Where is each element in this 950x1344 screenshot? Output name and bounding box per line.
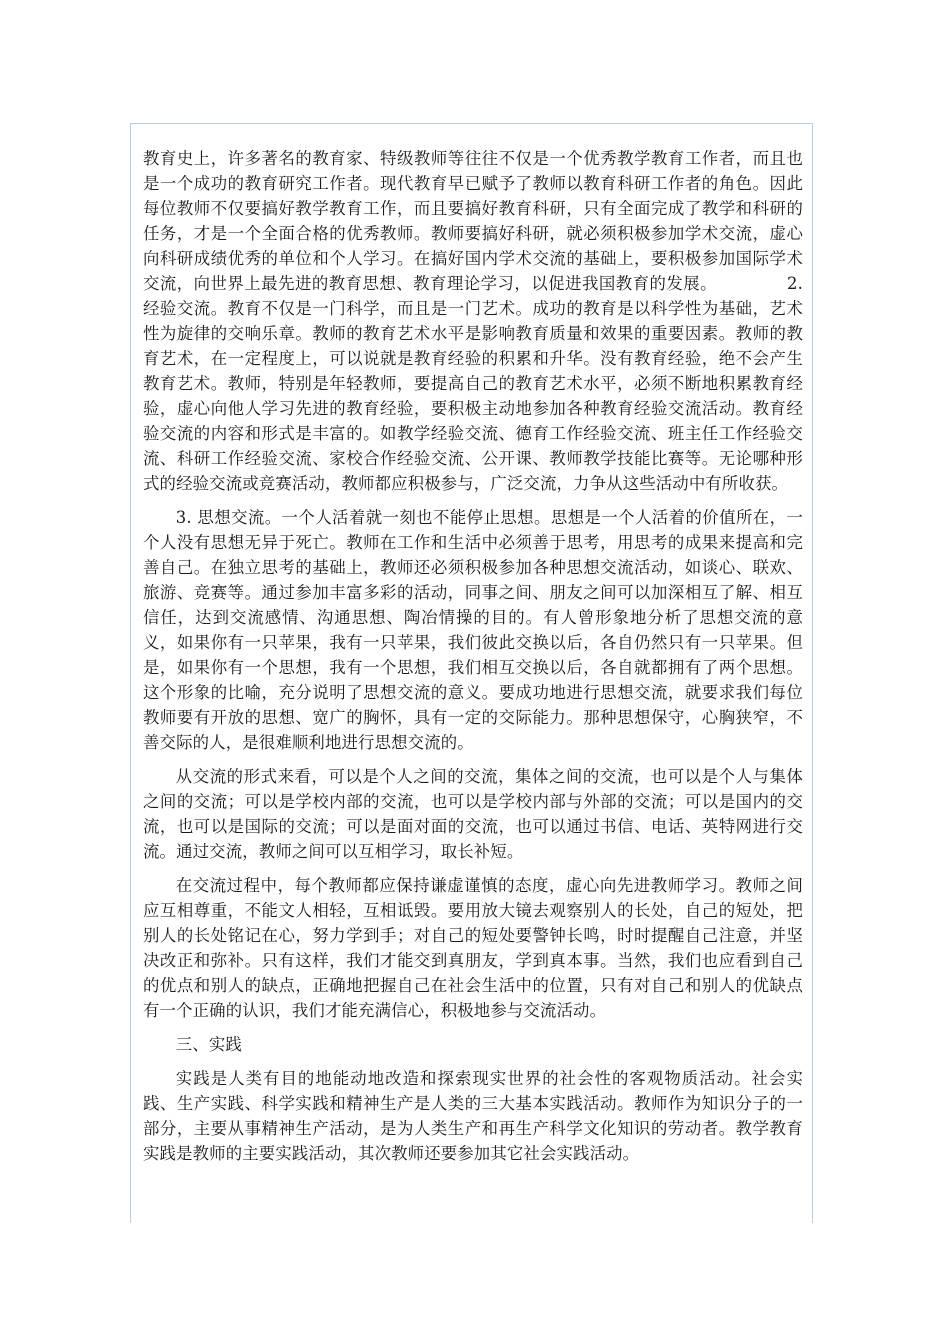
paragraph-practice: 实践是人类有目的地能动地改造和探索现实世界的社会性的客观物质活动。社会实践、生产实践、科学实践和精神生产是人类的三大基本实践活动。教师作为知识分子的一部分，主要从事精神生产活动，是为人类生产和再生产科学文化知识的劳动者。教学教育实践是教师的主要实践活动，其次教师还要参加其它社会实践活动。	[143, 1069, 803, 1163]
paragraph-exchange-attitude: 在交流过程中，每个教师都应保持谦虚谨慎的态度，虚心向先进教师学习。教师之间应互相尊重，不能文人相轻，互相诋毁。要用放大镜去观察别人的长处，自己的短处，把别人的长处铭记在心，努力学到手；对自己的短处要警钟长鸣，时时提醒自己注意，并坚决改正和弥补。只有这样，我们才能交到真朋友，学到真本事。当然，我们也应看到自己的优点和别人的缺点，正确地把握自己在社会生活中的位置，只有对自己和别人的优缺点有一个正确的认识，我们才能充满信心，积极地参与交流活动。	[143, 876, 803, 1020]
document-body	[143, 146, 803, 1166]
paragraph-academic-exchange-text: 教育史上，许多著名的教育家、特级教师等往往不仅是一个优秀教学教育工作者，而且也是一个成功的教育研究工作者。现代教育早已赋予了教师以教育科研工作者的角色。因此每位教师不仅要搞好教学教育工作，而且要搞好教育科研，只有全面完成了教学和科研的任务，才是一个全面合格的优秀教师。教师要搞好科研，就必须积极参加学术交流，虚心向科研成绩优秀的单位和个人学习。在搞好国内学术交流的基础上，要积极参加国际学术交流，向世界上最先进的教育思想、教育理论学习，以促进我国教育的发展。	[143, 149, 803, 293]
section-title-practice: 三、实践	[175, 1035, 242, 1054]
paragraph-experience-exchange-text: 2.经验交流。教育不仅是一门科学，而且是一门艺术。成功的教育是以科学性为基础，艺术性为旋律的交响乐章。教师的教育艺术水平是影响教育质量和效果的重要因素。教师的教育艺术，在一定程度上，可以说就是教育经验的积累和升华。没有教育经验，绝不会产生教育艺术。教师，特别是年轻教师，要提高自己的教育艺术水平，必须不断地积累教育经验，虚心向他人学习先进的教育经验，要积极主动地参加各种教育经验交流活动。教育经验交流的内容和形式是丰富的。如教学经验交流、德育工作经验交流、班主任工作经验交流、科研工作经验交流、家校合作经验交流、公开课、教师教学技能比赛等。无论哪种形式的经验交流或竞赛活动，教师都应积极参与，广泛交流，力争从这些活动中有所收获。	[143, 274, 803, 493]
paragraph-thought-exchange: 3. 思想交流。一个人活着就一刻也不能停止思想。思想是一个人活着的价值所在，一个人没有思想无异于死亡。教师在工作和生活中必须善于思考，用思考的成果来提高和完善自己。在独立思考的基础上，教师还必须积极参加各种思想交流活动，如谈心、联欢、旅游、竞赛等。通过参加丰富多彩的活动，同事之间、朋友之间可以加深相互了解、相互信任，达到交流感情、沟通思想、陶冶情操的目的。有人曾形象地分析了思想交流的意义，如果你有一只苹果，我有一只苹果，我们彼此交换以后，各自仍然只有一只苹果。但是，如果你有一个思想，我有一个思想，我们相互交换以后，各自就都拥有了两个思想。这个形象的比喻，充分说明了思想交流的意义。要成功地进行思想交流，就要求我们每位教师要有开放的思想、宽广的胸怀，具有一定的交际能力。那种思想保守，心胸狭窄，不善交际的人，是很难顺利地进行思想交流的。	[143, 508, 803, 752]
paragraph-academic-exchange	[143, 146, 803, 496]
paragraph-exchange-forms: 从交流的形式来看，可以是个人之间的交流，集体之间的交流，也可以是个人与集体之间的交流；可以是学校内部的交流，也可以是学校内部与外部的交流；可以是国内的交流，也可以是国际的交流；可以是面对面的交流，也可以通过书信、电话、英特网进行交流。通过交流，教师之间可以互相学习，取长补短。	[143, 767, 803, 861]
